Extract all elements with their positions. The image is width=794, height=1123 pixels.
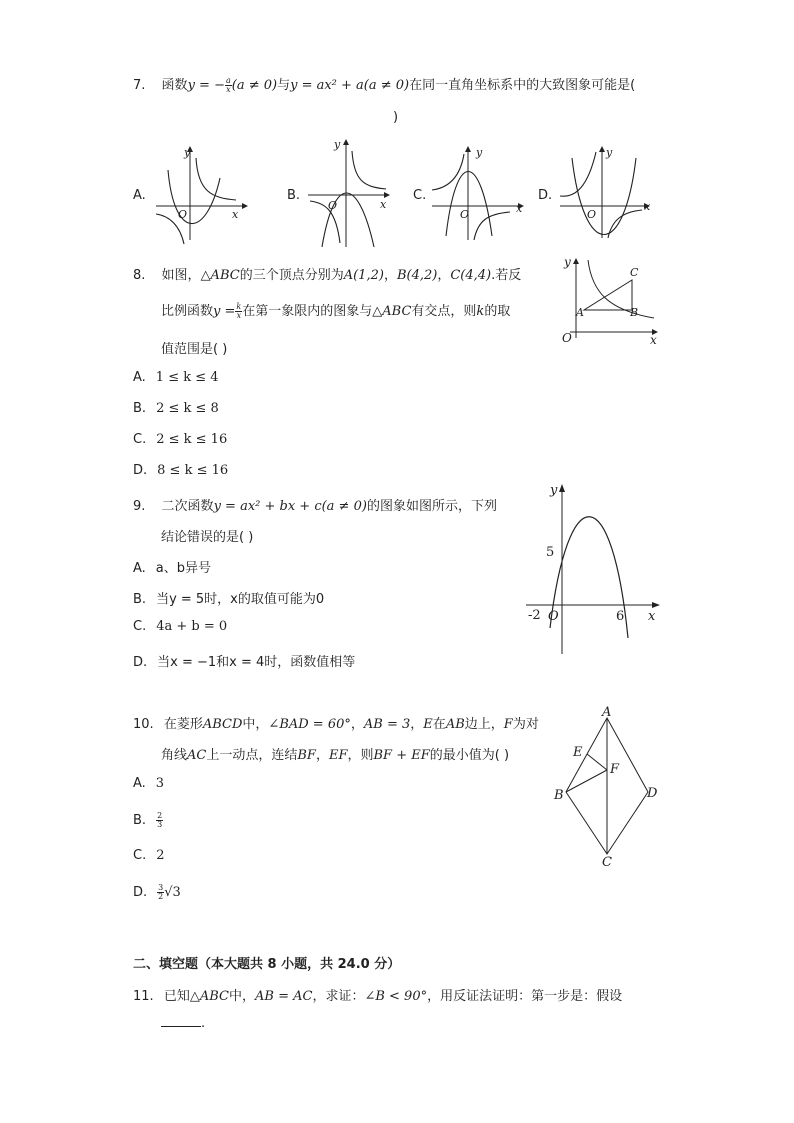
- q10-fig-d: D: [647, 786, 658, 801]
- q11-mid: 中，: [228, 989, 255, 1004]
- q9-option-d[interactable]: D. 当x = −1和x = 4时，函数值相等: [133, 655, 356, 670]
- q8-fig-b: B: [630, 306, 639, 319]
- q7-option-b-label[interactable]: B.: [287, 188, 301, 203]
- q7-option-c-label[interactable]: C.: [413, 188, 427, 203]
- q8-point-b: B(4,2): [396, 268, 438, 283]
- q9-line1-pre: 二次函数: [161, 499, 214, 514]
- q11-pre: 已知: [163, 989, 190, 1004]
- q10-option-d[interactable]: D. $\frac{3}{2}$ √3: [133, 883, 181, 901]
- q11-end: .: [201, 1016, 206, 1031]
- q8-fn-frac: $\frac{k}{x}$: [236, 302, 242, 320]
- q11-eq: AB = AC: [255, 989, 313, 1004]
- q10-line1-mid3: 边上，: [464, 717, 504, 732]
- q7-d-y-label: y: [606, 146, 613, 159]
- q9-figure: [522, 478, 667, 658]
- q7-a-x-label: x: [232, 208, 239, 221]
- q10-fig-c: C: [602, 855, 612, 870]
- q7-line1: [133, 74, 635, 94]
- q9-fig-o: O: [548, 609, 559, 624]
- q7-b-x-label: x: [380, 198, 387, 211]
- q10-line2: [161, 744, 509, 763]
- q8-fig-y: y: [564, 255, 571, 269]
- q10-number: 10.: [133, 717, 154, 732]
- q9-fig-x: x: [648, 609, 656, 624]
- q10-line1-pre: 在菱形: [163, 717, 203, 732]
- q7-close-paren: ): [393, 110, 399, 125]
- section-2-title: 二、填空题（本大题共 8 小题，共 24.0 分）: [133, 957, 401, 972]
- q8-line2-mid2: 有交点，则: [411, 304, 477, 319]
- q10-f: F: [503, 717, 513, 732]
- q7-a-origin: O: [178, 208, 188, 221]
- q8-option-d[interactable]: D. 8 ≤ k ≤ 16: [133, 463, 229, 478]
- q10-bf: BF: [297, 748, 316, 763]
- q10-ab: AB = 3: [363, 717, 411, 732]
- q7-d-x-label: x: [644, 200, 651, 213]
- q8-fig-a: A: [576, 306, 584, 319]
- q9-fn: y = ax² + bx + c(a ≠ 0): [213, 499, 367, 514]
- q10-option-b[interactable]: B. $\frac{2}{3}$: [133, 811, 163, 829]
- q8-line2-post: 的取: [484, 304, 511, 319]
- q10-fig-e: E: [573, 745, 583, 760]
- q11-answer-line: [161, 1014, 205, 1031]
- q8-line1-post: .若反: [491, 268, 522, 283]
- q8-option-a[interactable]: A. 1 ≤ k ≤ 4: [133, 370, 219, 385]
- q11-tri: △ABC: [189, 989, 229, 1004]
- q7-stem-post: 在同一直角坐标系中的大致图象可能是(: [409, 78, 636, 93]
- q9-number: 9.: [133, 499, 146, 514]
- q8-point-a: A(1,2): [343, 268, 384, 283]
- q7-d-origin: O: [587, 208, 597, 221]
- q10-line1-mid2: 在: [432, 717, 446, 732]
- q8-fig-c: C: [630, 266, 639, 279]
- q10-comma-2: ，: [410, 717, 424, 732]
- q10-e: E: [423, 717, 433, 732]
- q10-line2-post: 的最小值为( ): [429, 748, 510, 763]
- q9-line1-post: 的图象如图所示，下列: [366, 499, 497, 514]
- q10-line1-mid: 中，: [242, 717, 269, 732]
- q7-fn1-cond: (a ≠ 0): [231, 78, 278, 93]
- q10-sum: BF + EF: [373, 748, 430, 763]
- q8-option-b[interactable]: B. 2 ≤ k ≤ 8: [133, 401, 219, 416]
- q11-post: ，用反证法证明：第一步是：假设: [427, 989, 623, 1004]
- q9-option-a[interactable]: A. a、b异号: [133, 561, 212, 576]
- q7-graph-b: [300, 135, 400, 250]
- q7-stem-mid: 与: [277, 78, 291, 93]
- q9-line1: [133, 495, 497, 514]
- q8-fig-o: O: [562, 331, 572, 345]
- q10-fig-f: F: [610, 762, 620, 777]
- q8-line2-mid: 在第一象限内的图象与: [242, 304, 373, 319]
- q11-number: 11.: [133, 989, 154, 1004]
- q10-line2-pre: 角线: [161, 748, 188, 763]
- q7-fn2: y = ax² + a(a ≠ 0): [290, 78, 410, 93]
- q10-line1-post: 为对: [512, 717, 539, 732]
- q10-line1: [133, 713, 539, 732]
- q8-comma-1: ，: [383, 268, 397, 283]
- q7-b-y-label: y: [334, 138, 341, 151]
- q7-stem-pre: 函数: [161, 78, 188, 93]
- q7-graph-a: [150, 140, 250, 250]
- q7-option-d-label[interactable]: D.: [538, 188, 553, 203]
- q8-fn-y: y =: [213, 304, 236, 319]
- q9-fig-y: y: [550, 483, 558, 498]
- q8-line1-mid: 的三个顶点分别为: [239, 268, 344, 283]
- q8-line3: 值范围是( ): [161, 342, 228, 357]
- q7-c-y-label: y: [476, 146, 483, 159]
- q10-comma-1: ，: [350, 717, 364, 732]
- q7-graph-c: [428, 140, 528, 245]
- q10-figure: [552, 704, 662, 872]
- q10-fig-a: A: [602, 705, 612, 720]
- q8-number: 8.: [133, 268, 146, 283]
- q10-ef: EF: [328, 748, 348, 763]
- q8-option-c[interactable]: C. 2 ≤ k ≤ 16: [133, 432, 228, 447]
- q10-ac: AC: [187, 748, 207, 763]
- q8-line2: [161, 300, 510, 320]
- q9-line2: 结论错误的是( ): [161, 530, 254, 545]
- q8-point-c: C(4,4): [450, 268, 492, 283]
- q8-comma-2: ，: [437, 268, 451, 283]
- q7-fn1-pre: y = −: [187, 78, 225, 93]
- q7-a-y-label: y: [184, 146, 191, 159]
- q10-fig-b: B: [554, 788, 564, 803]
- q7-c-origin: O: [460, 208, 470, 221]
- q7-option-a-label[interactable]: A.: [133, 188, 146, 203]
- q8-line2-pre: 比例函数: [161, 304, 214, 319]
- q10-option-c[interactable]: C. 2: [133, 848, 165, 863]
- q8-line1: [133, 264, 521, 283]
- q7-fn1-frac: $\frac{a}{x}$: [225, 76, 231, 94]
- q11-line1: [133, 985, 622, 1004]
- q7-graph-d: [556, 140, 656, 240]
- q10-angle: ∠BAD = 60°: [268, 717, 351, 732]
- q8-figure: [556, 252, 666, 348]
- q8-line1-pre: 如图，: [161, 268, 201, 283]
- q10-line2-mid2: ，则: [347, 748, 374, 763]
- q10-comma-3: ，: [315, 748, 329, 763]
- q11-mid2: ，求证：: [312, 989, 365, 1004]
- q9-option-b[interactable]: B. 当y = 5时，x的取值可能为0: [133, 592, 325, 607]
- q10-option-a[interactable]: A. 3: [133, 776, 165, 791]
- q9-fig-six: 6: [616, 609, 625, 624]
- q10-ab-side: AB: [445, 717, 465, 732]
- q7-number: 7.: [133, 78, 146, 93]
- q8-fig-x: x: [650, 333, 657, 347]
- q11-answer-blank[interactable]: [161, 1014, 201, 1027]
- q10-rhombus: ABCD: [202, 717, 243, 732]
- q11-ineq: ∠B < 90°: [364, 989, 428, 1004]
- q10-line2-mid: 上一动点，连结: [206, 748, 298, 763]
- q9-option-c[interactable]: C. 4a + b = 0: [133, 619, 228, 634]
- q9-fig-five: 5: [546, 545, 555, 560]
- q7-b-origin: O: [328, 199, 338, 212]
- q8-line2-k: k: [476, 304, 485, 319]
- q9-fig-neg2: -2: [528, 608, 541, 623]
- q8-line1-tri: △ABC: [200, 268, 240, 283]
- q7-c-x-label: x: [516, 202, 523, 215]
- q8-line2-tri: △ABC: [372, 304, 412, 319]
